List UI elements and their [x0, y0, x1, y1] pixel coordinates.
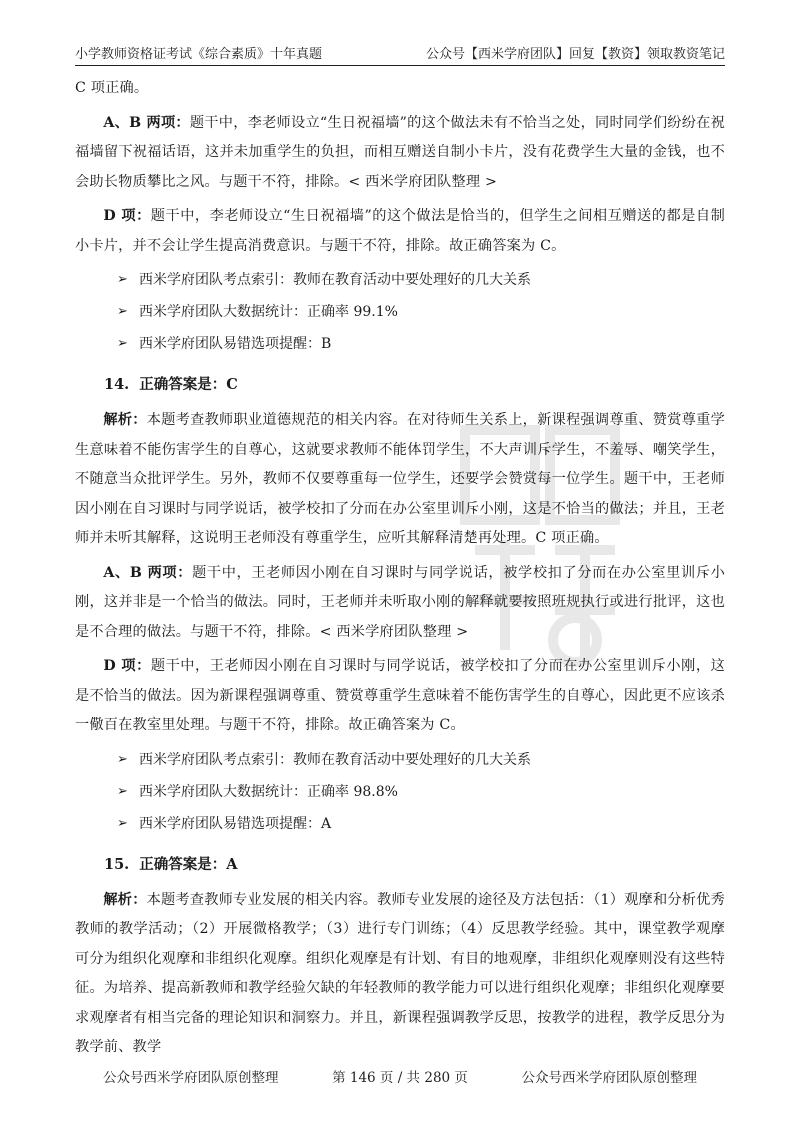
q13-ab-text: 题干中，李老师设立“生日祝福墙”的这个做法未有不恰当之处，同时同学们纷纷在祝福墙留下祝福话语，这并未加重学生的负担，而相互赠送自制小卡片，没有花费学生大量的金钱，也不会助长物质攀比之风。与题干不符，排除。< 西米学府团队整理 > — [75, 114, 726, 190]
q14-bullet-text: 西米学府团队考点索引：教师在教育活动中要处理好的几大关系 — [139, 751, 531, 768]
q15-analysis-text: 本题考查教师专业发展的相关内容。教师专业发展的途径及方法包括：（1）观摩和分析优秀教师的教学活动；（2）开展微格教学；（3）进行专门训练；（4）反思教学经验。其中，课堂教学观摩可分为组织化观摩和非组织化观摩。组织化观摩是有计划、有目的地观摩，非组织化观摩则没有这些特征。为培养、提高新教师和教学经验欠缺的年轻教师的教学能力可以进行组织化观摩；非组织化观摩要求观摩者有相当完备的理论知识和洞察力。并且，新课程强调教学反思，按教学的进程，教学反思分为教学前、教学 — [75, 891, 725, 1055]
q13-ab-paragraph — [75, 109, 725, 198]
q14-analysis-paragraph — [75, 406, 725, 554]
q15-analysis-paragraph — [75, 886, 725, 1063]
arrow-bullet-icon: ➢ — [117, 336, 128, 351]
header-left: 小学教师资格证考试《综合素质》十年真题 — [75, 47, 323, 62]
q14-analysis-text: 本题考查教师职业道德规范的相关内容。在对待师生关系上，新课程强调尊重、赞赏尊重学生意味着不能伤害学生的自尊心，这就要求教师不能体罚学生，不大声训斥学生，不羞辱、嘲笑学生，不随意当众批评学生。另外，教师不仅要尊重每一位学生，还要学会赞赏每一位学生。题干中，王老师因小刚在自习课时与同学说话，被学校扣了分而在办公室里训斥小刚，这是不恰当的做法；并且，王老师并未听其解释，这说明王老师没有尊重学生，应听其解释清楚再处理。C 项正确。 — [75, 412, 725, 546]
header-right: 公众号【西米学府团队】回复【教资】领取教资笔记 — [425, 47, 725, 62]
q14-bullet — [117, 778, 725, 806]
arrow-bullet-icon: ➢ — [117, 751, 128, 767]
q14-ab-label: A、B 两项： — [103, 564, 193, 581]
q15-analysis-label: 解析： — [103, 891, 147, 908]
q14-d-paragraph — [75, 652, 725, 741]
q13-bullet — [117, 330, 725, 358]
q14-number: 14. — [104, 376, 130, 393]
q13-d-paragraph — [75, 202, 725, 261]
arrow-bullet-icon: ➢ — [117, 272, 128, 287]
q13-bullet-text: 西米学府团队大数据统计：正确率 99.1% — [139, 304, 398, 320]
footer-right: 公众号西米学府团队原创整理 — [521, 1070, 697, 1086]
q13-bullet-text: 西米学府团队考点索引：教师在教育活动中要处理好的几大关系 — [139, 272, 531, 288]
q14-d-text: 题干中，王老师因小刚在自习课时与同学说话，被学校扣了分而在办公室里训斥小刚，这是不恰当的做法。因为新课程强调尊重、赞赏尊重学生意味着不能伤害学生的自尊心，因此更不应该杀一儆百在教室里处理。与题干不符，排除。故正确答案为 C。 — [75, 658, 725, 733]
q15-heading — [104, 850, 725, 880]
q14-bullet — [117, 810, 725, 838]
arrow-bullet-icon: ➢ — [117, 304, 128, 319]
q13-d-text: 题干中，李老师设立“生日祝福墙”的这个做法是恰当的，但学生之间相互赠送的都是自制小卡片，并不会让学生提高消费意识。与题干不符，排除。故正确答案为 C。 — [75, 208, 725, 254]
arrow-bullet-icon: ➢ — [117, 783, 128, 799]
page-footer — [75, 1066, 725, 1086]
q14-d-label: D 项： — [103, 658, 151, 674]
q13-bullet-text: 西米学府团队易错选项提醒：B — [139, 336, 332, 352]
q13-tail-line: C 项正确。 — [75, 80, 149, 96]
q14-ab-paragraph — [75, 559, 725, 648]
q13-bullet — [117, 298, 725, 326]
q14-bullet — [117, 746, 725, 774]
footer-left: 公众号西米学府团队原创整理 — [103, 1070, 279, 1086]
q13-d-label: D 项： — [103, 208, 151, 224]
q14-bullet-text: 西米学府团队易错选项提醒：A — [139, 815, 332, 832]
page-content — [75, 74, 725, 1068]
q13-ab-label: A、B 两项： — [103, 114, 190, 131]
q14-heading — [104, 370, 725, 400]
page-header — [75, 38, 725, 66]
q15-number: 15. — [104, 855, 130, 873]
q14-title: 正确答案是：C — [139, 376, 238, 393]
arrow-bullet-icon: ➢ — [117, 815, 128, 831]
page-number: 第 146 页 / 共 280 页 — [332, 1070, 468, 1086]
q14-ab-text: 题干中，王老师因小刚在自习课时与同学说话，被学校扣了分而在办公室里训斥小刚，这并非是一个恰当的做法。同时，王老师并未听取小刚的解释就要按照班规执行或进行批评，这也是不合理的做法。与题干不符，排除。< 西米学府团队整理 > — [75, 564, 726, 640]
q15-title: 正确答案是：A — [139, 855, 238, 873]
q13-bullet — [117, 266, 725, 294]
q14-analysis-label: 解析： — [103, 412, 147, 428]
q14-bullet-text: 西米学府团队大数据统计：正确率 98.8% — [139, 783, 398, 800]
